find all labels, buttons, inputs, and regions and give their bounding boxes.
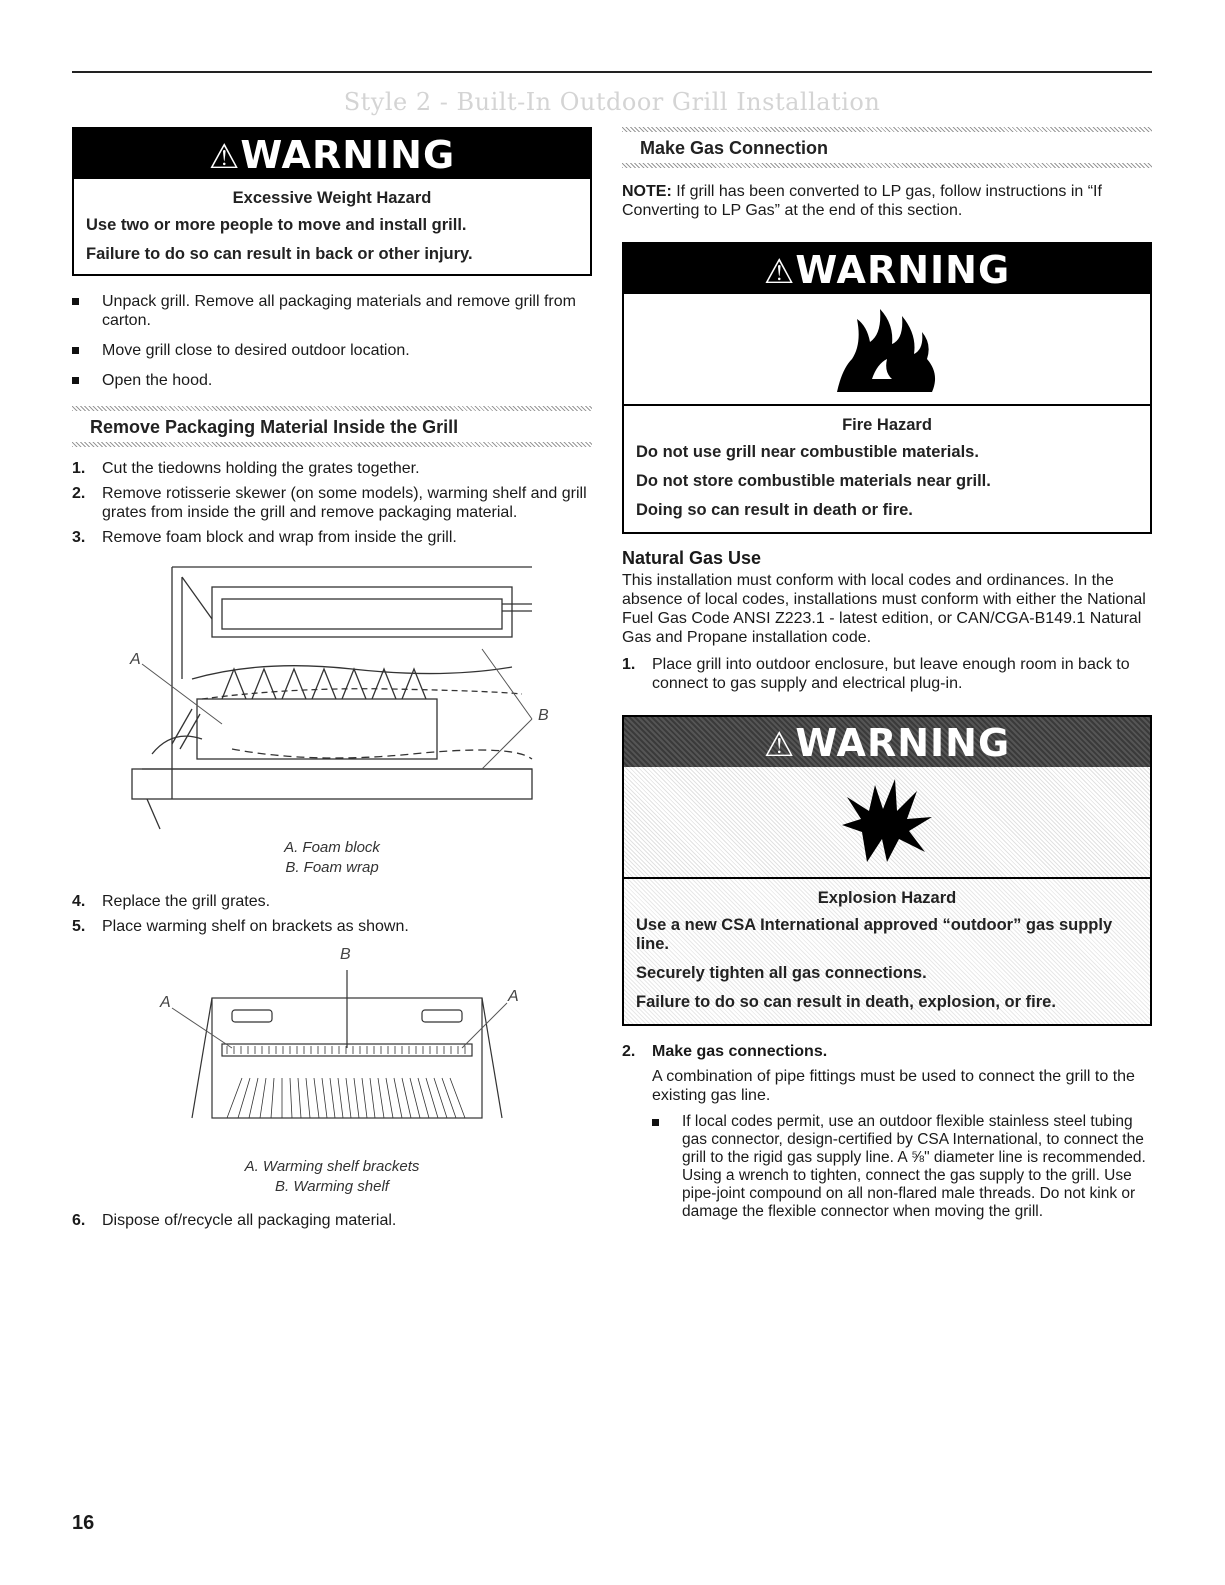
steps-list [622,655,1152,693]
hazard-title: Fire Hazard [842,416,932,434]
figure-label-b: B [538,707,549,724]
fire-icon [832,304,942,394]
fire-warning-box [622,242,1152,534]
warning-header: ⚠WARNING [624,244,1150,294]
hazard-title: Excessive Weight Hazard [232,189,432,207]
warning-triangle-icon: ⚠ [763,725,796,765]
step-item: 2. Remove rotisserie skewer (on some models), warming shelf and grill grates from inside the grill and remove packaging material. [72,485,587,521]
hazard-title: Explosion Hazard [817,889,957,907]
page-title: Style 2 - Built-In Outdoor Grill Installation [343,88,881,116]
right-column [622,127,1152,1221]
paragraph: A combination of pipe fittings must be used to connect the grill to the existing gas line. [652,1068,1135,1104]
warning-line: Use a new CSA International approved “outdoor” gas supply line. [636,916,1113,953]
warning-line: Doing so can result in death or fire. [636,501,913,519]
warming-shelf-illustration [122,948,542,1153]
section-title: Make Gas Connection [640,138,829,158]
warning-triangle-icon: ⚠ [208,137,241,177]
steps-list [72,1211,592,1230]
step-item: 6. Dispose of/recycle all packaging material. [72,1212,397,1229]
figure-caption: A. Foam block B. Foam wrap [284,839,380,876]
warning-line: Failure to do so can result in death, explosion, or fire. [636,993,1056,1011]
list-item: Move grill close to desired outdoor location. [72,341,592,360]
unpack-bullets [72,292,592,390]
warning-header: ⚠WARNING [74,129,590,179]
page-number: 16 [72,1512,95,1534]
paragraph: This installation must conform with local codes and ordinances. In the absence of local codes, installations must conform with either the National Fuel Gas Code ANSI Z223.1 - latest edition, or CAN/CGA-B149.1 Natural Gas and Propane installation code. [622,572,1146,646]
step-item: 5. Place warming shelf on brackets as shown. [72,918,409,935]
list-item: Open the hood. [72,371,592,390]
warning-header: ⚠WARNING [624,717,1150,767]
section-heading [622,127,1152,168]
note-paragraph: NOTE: If grill has been converted to LP gas, follow instructions in “If Converting to LP Gas” at the end of this section. [622,183,1102,219]
step-item: 2. Make gas connections. [622,1043,828,1060]
steps-list [72,459,592,547]
warning-line: Failure to do so can result in back or other injury. [86,245,473,263]
explosion-warning-box [622,715,1152,1026]
figure-label-b: B [340,946,351,963]
weight-warning-box [72,127,592,276]
subsection-title: Natural Gas Use [622,548,762,568]
step-item: 1. Place grill into outdoor enclosure, but leave enough room in back to connect to gas supply and electrical plug-in. [622,656,1130,692]
figure-label-a: A [508,988,519,1005]
warming-shelf-figure [122,948,542,1153]
step-item: 3. Remove foam block and wrap from inside the grill. [72,529,457,546]
section-title: Remove Packaging Material Inside the Grill [90,417,459,437]
list-item: Unpack grill. Remove all packaging materials and remove grill from carton. [72,292,592,330]
top-rule [72,71,1152,73]
warning-line: Securely tighten all gas connections. [636,964,927,982]
figure-label-a: A [160,994,171,1011]
warning-line: Do not use grill near combustible materials. [636,443,979,461]
steps-list [72,892,592,936]
section-heading [72,406,592,447]
warning-line: Use two or more people to move and install grill. [86,216,467,234]
explosion-symbol [624,767,1150,879]
explosion-icon [837,777,937,867]
warning-line: Do not store combustible materials near grill. [636,472,991,490]
warning-triangle-icon: ⚠ [763,252,796,292]
fire-symbol [624,294,1150,406]
foam-figure [112,559,552,834]
foam-illustration [112,559,552,834]
steps-list [622,1042,1152,1061]
figure-label-a: A [130,651,141,668]
list-item: If local codes permit, use an outdoor flexible stainless steel tubing gas connector, design-certified by CSA International, to connect the grill to the rigid gas supply line. A ⅝" diameter line is recommended. Using a wrench to tighten, connect the gas supply to the grill. Use pipe-joint compound on all non-flared male threads. Do not kink or damage the flexible connector when moving the grill. [652,1113,1152,1221]
figure-caption: A. Warming shelf brackets B. Warming shelf [244,1158,420,1195]
left-column [72,127,592,1236]
step-item: 1. Cut the tiedowns holding the grates together. [72,460,420,477]
step-item: 4. Replace the grill grates. [72,893,271,910]
gas-connector-bullets [652,1113,1152,1221]
